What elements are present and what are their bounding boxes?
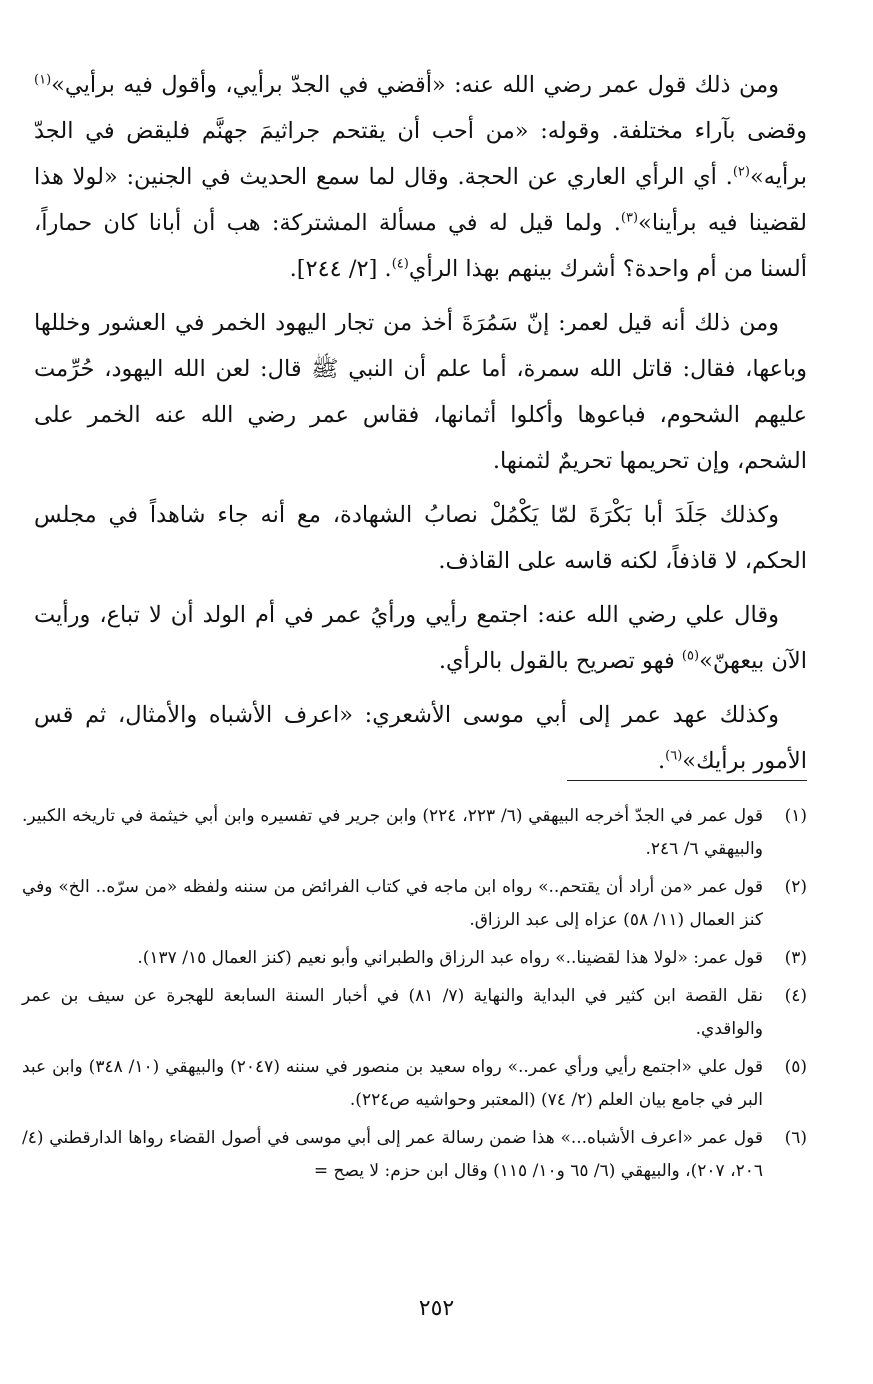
paragraph-1-part-1: ومن ذلك قول عمر رضي الله عنه: «أقضي في الجدّ برأيي، وأقول فيه برأيي»: [51, 72, 779, 98]
footnote-1: [22, 800, 807, 866]
footnotes: [22, 800, 807, 1193]
footnote-number: (٣): [784, 948, 807, 968]
footnote-ref-5: (٥): [681, 648, 700, 664]
footnote-3: [22, 942, 807, 975]
footnote-ref-6: (٦): [665, 748, 683, 764]
paragraph-2-text: ومن ذلك أنه قيل لعمر: إنّ سَمُرَةَ أخذ من تجار اليهود الخمر في العشور وخللها وباعها، فقال: قاتل الله سمرة، أما علم أن النبي ﷺ قال: لعن الله اليهود، حُرِّمت عليهم الشحوم، فباعوها وأكلوا أثمانها، فقاس عمر رضي الله عنه الخمر على الشحم، وإن تحريمها تحريمٌ لثمنها.: [34, 310, 807, 474]
footnote-2: [22, 871, 807, 937]
footnote-number: (٢): [784, 877, 807, 897]
footnote-ref-3: (٣): [620, 210, 639, 226]
paragraph-1: [34, 62, 807, 292]
paragraph-1-part-4: . ولما قيل له في مسألة المشتركة: هب أن أبانا كان حماراً، ألسنا من أم واحدة؟ أشرك بينهم بهذا الرأي: [34, 210, 807, 282]
footnote-text: قول عمر «اعرف الأشباه...» هذا ضمن رسالة عمر إلى أبي موسى في أصول القضاء رواها الدارقطني (٤/ ٢٠٦، ٢٠٧)، والبيهقي (٦/ ٦٥ و١٠/ ١١٥) وقال ابن حزم: لا يصح =: [22, 1128, 763, 1181]
footnote-number: (٤): [784, 986, 807, 1006]
paragraph-5-part-2: .: [658, 748, 666, 774]
paragraph-4-part-2: فهو تصريح بالقول بالرأي.: [438, 648, 682, 674]
paragraph-2: [34, 300, 807, 484]
paragraph-5-part-1: وكذلك عهد عمر إلى أبي موسى الأشعري: «اعرف الأشباه والأمثال، ثم قس الأمور برأيك»: [34, 702, 807, 774]
paragraph-3-text: وكذلك جَلَدَ أبا بَكْرَةَ لمّا يَكْمُلْ نصابُ الشهادة، مع أنه جاء شاهداً في مجلس الحكم، لا قاذفاً، لكنه قاسه على القاذف.: [34, 502, 807, 574]
paragraph-1-part-3: . أي الرأي العاري عن الحجة. وقال لما سمع الحديث في الجنين: «لولا هذا لقضينا فيه برأينا»: [34, 164, 807, 236]
footnote-number: (٥): [784, 1057, 807, 1077]
footnote-6: [22, 1122, 807, 1188]
footnote-ref-4: (٤): [391, 256, 409, 272]
paragraph-1-part-2: وقضى بآراء مختلفة. وقوله: «من أحب أن يقتحم جراثيمَ جهنَّم فليقض في الجدّ برأيه»: [34, 118, 807, 190]
paragraph-4-part-1: وقال علي رضي الله عنه: اجتمع رأيي ورأيُ عمر في أم الولد أن لا تباع، ورأيت الآن بيعهنّ»: [34, 602, 807, 674]
footnote-separator: [567, 780, 807, 781]
paragraph-3: [34, 492, 807, 584]
paragraph-5: [34, 692, 807, 784]
main-text: [34, 62, 807, 792]
footnote-text: قول علي «اجتمع رأيي ورأي عمر..» رواه سعيد بن منصور في سننه (٢٠٤٧) والبيهقي (١٠/ ٣٤٨) وابن عبد البر في جامع بيان العلم (٢/ ٧٤) (المعتبر وحواشيه ص٢٢٤).: [22, 1057, 763, 1110]
footnote-5: [22, 1051, 807, 1117]
footnote-4: [22, 980, 807, 1046]
footnote-number: (١): [784, 806, 807, 826]
paragraph-1-part-5: . [٢/ ٢٤٤].: [289, 256, 392, 282]
footnote-text: قول عمر «من أراد أن يقتحم..» رواه ابن ماجه في كتاب الفرائض من سننه ولفظه «من سرّه.. الخ» وفي كنز العمال (١١/ ٥٨) عزاه إلى عبد الرزاق.: [22, 877, 763, 930]
footnote-text: قول عمر في الجدّ أخرجه البيهقي (٦/ ٢٢٣، ٢٢٤) وابن جرير في تفسيره وابن أبي خيثمة في تاريخه الكبير. والبيهقي ٦/ ٢٤٦.: [22, 806, 764, 859]
paragraph-4: [34, 592, 807, 684]
footnote-text: قول عمر: «لولا هذا لقضينا..» رواه عبد الرزاق والطبراني وأبو نعيم (كنز العمال ١٥/ ١٣٧).: [137, 948, 763, 968]
footnote-ref-2: (٢): [732, 164, 750, 180]
footnote-ref-1: (١): [34, 72, 52, 88]
footnote-number: (٦): [784, 1128, 807, 1148]
page-number: ٢٥٢: [418, 1296, 455, 1321]
footnote-text: نقل القصة ابن كثير في البداية والنهاية (٧/ ٨١) في أخبار السنة السابعة للهجرة عن سيف بن عمر والواقدي.: [22, 986, 764, 1039]
